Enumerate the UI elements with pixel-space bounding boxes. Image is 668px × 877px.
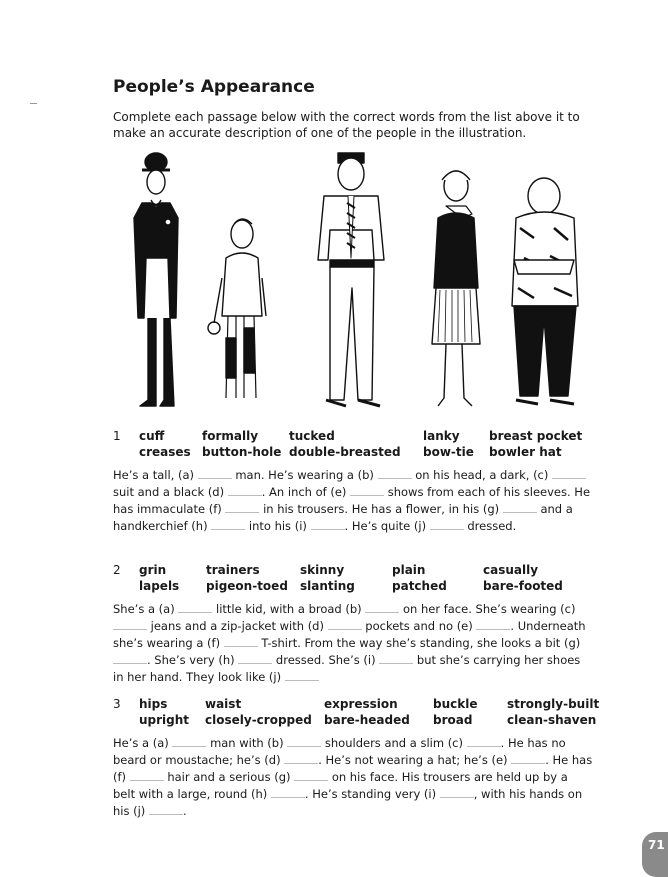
people-illustration bbox=[112, 148, 592, 418]
word-item: formally bbox=[202, 429, 259, 443]
figure-woman-icon bbox=[432, 171, 480, 406]
word-list-1 bbox=[113, 428, 603, 464]
answer-blank[interactable] bbox=[467, 736, 501, 747]
answer-blank[interactable] bbox=[211, 519, 245, 530]
figure-man-shirt-tie-icon bbox=[318, 153, 384, 406]
passage-1: He’s a tall, (a) man. He’s wearing a (b) on his head, a dark, (c) suit and a black (d) . An inch of (e) shows from each of his sleeves. He has immaculate (f) in his trousers. He has a flower, in his (g) and a handkerchief (h) into his (i) . He’s quite (j) dressed. bbox=[113, 468, 591, 533]
figure-kid-icon bbox=[208, 219, 266, 398]
word-item: tucked bbox=[289, 429, 335, 443]
word-item: closely-cropped bbox=[205, 713, 312, 727]
answer-blank[interactable] bbox=[198, 468, 232, 479]
answer-blank[interactable] bbox=[294, 770, 328, 781]
answer-blank[interactable] bbox=[379, 653, 413, 664]
word-item: broad bbox=[433, 713, 473, 727]
answer-blank[interactable] bbox=[311, 519, 345, 530]
word-item: pigeon-toed bbox=[206, 579, 288, 593]
word-item: casually bbox=[483, 563, 539, 577]
word-item: grin bbox=[139, 563, 167, 577]
answer-blank[interactable] bbox=[113, 653, 147, 664]
word-item: hips bbox=[139, 697, 168, 711]
exercise-number: 2 bbox=[113, 563, 121, 577]
word-item: button-hole bbox=[202, 445, 282, 459]
word-item: buckle bbox=[433, 697, 478, 711]
answer-blank[interactable] bbox=[350, 485, 384, 496]
word-item: bare-footed bbox=[483, 579, 563, 593]
answer-blank[interactable] bbox=[440, 787, 474, 798]
answer-blank[interactable] bbox=[378, 468, 412, 479]
word-item: trainers bbox=[206, 563, 260, 577]
answer-blank[interactable] bbox=[130, 770, 164, 781]
word-list-3 bbox=[113, 696, 603, 732]
answer-blank[interactable] bbox=[503, 502, 537, 513]
word-item: bare-headed bbox=[324, 713, 410, 727]
answer-blank[interactable] bbox=[285, 670, 319, 681]
answer-blank[interactable] bbox=[149, 804, 183, 815]
word-list-2 bbox=[113, 562, 603, 598]
exercise-number: 3 bbox=[113, 697, 121, 711]
answer-blank[interactable] bbox=[287, 736, 321, 747]
word-item: waist bbox=[205, 697, 242, 711]
word-item: plain bbox=[392, 563, 426, 577]
word-item: creases bbox=[139, 445, 191, 459]
word-item: expression bbox=[324, 697, 398, 711]
passage-2: She’s a (a) little kid, with a broad (b) on her face. She’s wearing (c) jeans and a zip-jacket with (d) pockets and no (e) . Underneath she’s wearing a (f) T-shirt. From the way she’s standing, she looks a bit (g) . She’s very (h) dressed. She’s (i) but she’s carrying her shoes in her hand. They look like (j) bbox=[113, 602, 586, 684]
answer-blank[interactable] bbox=[430, 519, 464, 530]
word-item: bowler hat bbox=[489, 445, 562, 459]
figure-stout-man-icon bbox=[512, 178, 578, 404]
word-item: breast pocket bbox=[489, 429, 583, 443]
exercise-number: 1 bbox=[113, 429, 121, 443]
answer-blank[interactable] bbox=[271, 787, 305, 798]
word-item: bow-tie bbox=[423, 445, 474, 459]
answer-blank[interactable] bbox=[238, 653, 272, 664]
word-item: slanting bbox=[300, 579, 355, 593]
figure-tall-man-icon bbox=[134, 153, 178, 406]
word-item: patched bbox=[392, 579, 447, 593]
word-item: strongly-built bbox=[507, 697, 600, 711]
answer-blank[interactable] bbox=[328, 619, 362, 630]
passage-3: He’s a (a) man with (b) shoulders and a slim (c) . He has no beard or moustache; he’s (d) . He’s not wearing a hat; he’s (e) . He has (f) hair and a serious (g) on his face. His trousers are held up by a belt with a large, round (h) . He’s standing very (i) , with his hands on his (j) . bbox=[113, 736, 593, 818]
page-number: 71 bbox=[648, 838, 665, 852]
page-number-tab bbox=[642, 832, 668, 877]
answer-blank[interactable] bbox=[228, 485, 262, 496]
word-item: cuff bbox=[139, 429, 165, 443]
answer-blank[interactable] bbox=[224, 636, 258, 647]
answer-blank[interactable] bbox=[365, 602, 399, 613]
answer-blank[interactable] bbox=[511, 753, 545, 764]
answer-blank[interactable] bbox=[476, 619, 510, 630]
word-item: lapels bbox=[139, 579, 180, 593]
word-item: skinny bbox=[300, 563, 345, 577]
word-item: upright bbox=[139, 713, 190, 727]
instructions: Complete each passage below with the correct words from the list above it to make an accurate description of one of the people in the illustration. bbox=[113, 110, 580, 140]
answer-blank[interactable] bbox=[172, 736, 206, 747]
answer-blank[interactable] bbox=[113, 619, 147, 630]
word-item: clean-shaven bbox=[507, 713, 597, 727]
word-item: lanky bbox=[423, 429, 460, 443]
answer-blank[interactable] bbox=[225, 502, 259, 513]
answer-blank[interactable] bbox=[178, 602, 212, 613]
answer-blank[interactable] bbox=[284, 753, 318, 764]
page-title: People’s Appearance bbox=[113, 77, 315, 97]
scan-mark bbox=[30, 103, 37, 104]
answer-blank[interactable] bbox=[552, 468, 586, 479]
word-item: double-breasted bbox=[289, 445, 401, 459]
